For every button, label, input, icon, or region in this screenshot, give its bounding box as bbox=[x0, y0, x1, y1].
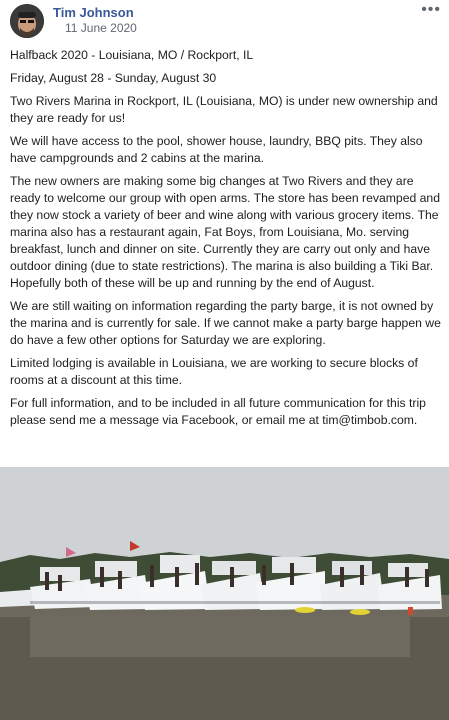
paragraph-amenities: We will have access to the pool, shower house, laundry, BBQ pits. They also have campgrounds and 2 cabins at the marina. bbox=[10, 134, 423, 165]
author-name[interactable]: Tim Johnson bbox=[53, 5, 134, 20]
paragraph-title: Halfback 2020 - Louisiana, MO / Rockport, IL bbox=[10, 48, 254, 62]
paragraph-lodging: Limited lodging is available in Louisiana, we are working to secure blocks of rooms at a discount at this time. bbox=[10, 356, 418, 387]
paragraph-contact: For full information, and to be included in all future communication for this trip please send me a message via Facebook, or email me at tim@timbob.com. bbox=[10, 396, 426, 427]
avatar[interactable] bbox=[10, 4, 44, 38]
post-photo[interactable] bbox=[0, 467, 449, 720]
avatar-image bbox=[10, 4, 44, 38]
boats-photo bbox=[0, 467, 449, 720]
more-horizontal-icon[interactable]: ••• bbox=[421, 1, 441, 18]
paragraph-party-barge: We are still waiting on information regarding the party barge, it is not owned by the marina and is currently for sale. If we cannot make a party barge happen we do have a few other options for Saturday we are exploring. bbox=[10, 299, 441, 347]
post-text bbox=[10, 47, 442, 435]
paragraph-ownership: Two Rivers Marina in Rockport, IL (Louisiana, MO) is under new ownership and they are ready for us! bbox=[10, 94, 438, 125]
paragraph-dates: Friday, August 28 - Sunday, August 30 bbox=[10, 71, 217, 85]
post-date[interactable]: 11 June 2020 bbox=[65, 21, 137, 35]
post-header bbox=[8, 1, 441, 40]
paragraph-changes: The new owners are making some big changes at Two Rivers and they are ready to welcome our group with open arms. The store has been revamped and they now stock a variety of beer and wine along with various grocery items. The marina also has a restaurant again, Fat Boys, from Louisiana, Mo. serving breakfast, lunch and dinner on site. Currently they are carry out only and have outdoor dining (due to state restrictions). The marina is also building a Tiki Bar. Hopefully both of these will be up and running by the end of August. bbox=[10, 174, 440, 290]
